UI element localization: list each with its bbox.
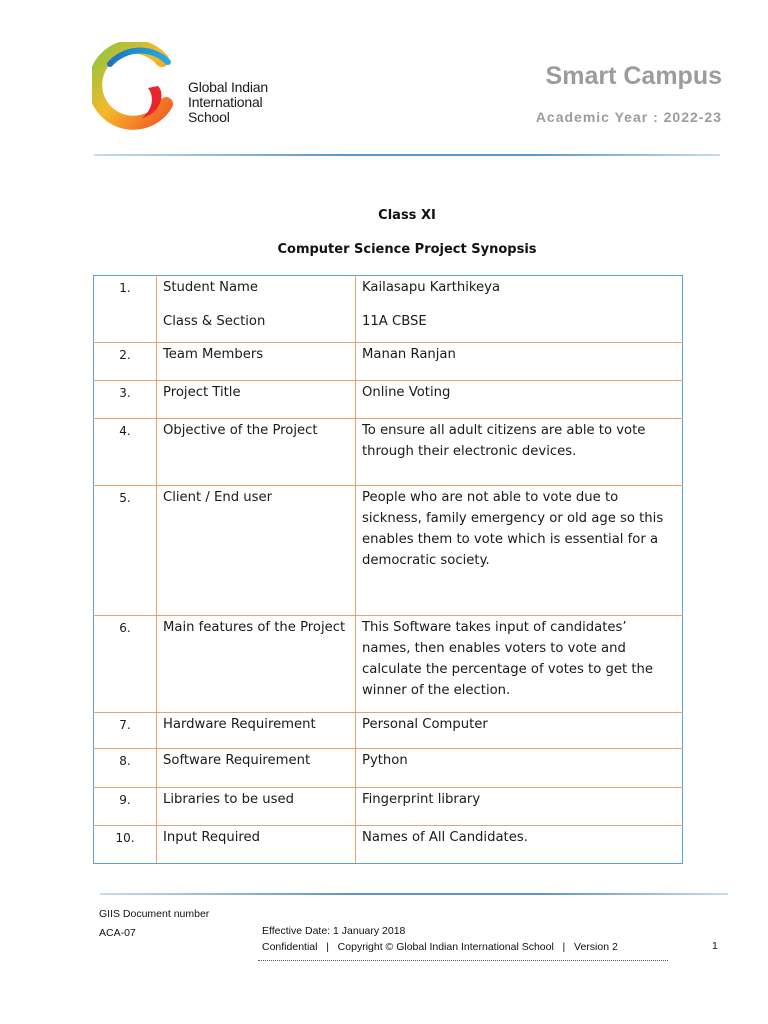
row-value: This Software takes input of candidates’ names, then enables voters to vote and calculate the percentage of votes to get the winner of the election.: [356, 616, 683, 713]
row-label: Hardware Requirement: [157, 713, 356, 749]
row-number: 1.: [94, 276, 157, 343]
spacer: [362, 298, 676, 311]
school-logo: [92, 42, 282, 134]
row-value: People who are not able to vote due to sickness, family emergency or old age so this enables them to vote which is essential for a democratic society.: [356, 486, 683, 616]
row-number: 10.: [94, 826, 157, 864]
row-label: Main features of the Project: [157, 616, 356, 713]
row-value: Names of All Candidates.: [356, 826, 683, 864]
brand-title: Smart Campus: [545, 62, 722, 90]
logo-line-3: School: [188, 109, 230, 125]
doc-number: ACA-07: [99, 927, 136, 939]
table-row: [94, 419, 683, 486]
table-row: [94, 713, 683, 749]
spacer: [163, 298, 349, 311]
row-value: Python: [356, 749, 683, 788]
row-value: Online Voting: [356, 381, 683, 419]
row-label-cell: [157, 276, 356, 343]
row-number: 8.: [94, 749, 157, 788]
table-row: [94, 276, 683, 343]
row-value-cell: [356, 276, 683, 343]
logo-line-1: Global Indian: [188, 79, 268, 95]
page-number: 1: [712, 940, 718, 952]
row-label: Client / End user: [157, 486, 356, 616]
document-title: Computer Science Project Synopsis: [277, 242, 537, 257]
table-row: [94, 788, 683, 826]
row-number: 7.: [94, 713, 157, 749]
row-value: 11A CBSE: [362, 314, 427, 329]
row-value: To ensure all adult citizens are able to vote through their electronic devices.: [356, 419, 683, 486]
doc-number-label: GIIS Document number: [99, 908, 210, 920]
row-label: Input Required: [157, 826, 356, 864]
row-number: 4.: [94, 419, 157, 486]
row-value: Fingerprint library: [356, 788, 683, 826]
row-number: 5.: [94, 486, 157, 616]
row-label: Software Requirement: [157, 749, 356, 788]
row-number: 9.: [94, 788, 157, 826]
row-number: 6.: [94, 616, 157, 713]
row-label: Class & Section: [163, 314, 266, 329]
row-label: Objective of the Project: [157, 419, 356, 486]
school-logo-icon: [92, 42, 182, 132]
row-label: Student Name: [163, 280, 259, 295]
row-number: 3.: [94, 381, 157, 419]
row-label: Team Members: [157, 343, 356, 381]
row-value: Kailasapu Karthikeya: [362, 280, 501, 295]
effective-date: Effective Date: 1 January 2018: [262, 925, 406, 937]
row-label: Project Title: [157, 381, 356, 419]
table-row: [94, 343, 683, 381]
table-row: [94, 486, 683, 616]
synopsis-table: [93, 275, 683, 864]
table-row: [94, 616, 683, 713]
row-label: Libraries to be used: [157, 788, 356, 826]
logo-line-2: International: [188, 94, 263, 110]
academic-year: Academic Year : 2022-23: [535, 109, 722, 125]
header-divider: [94, 154, 720, 156]
footer-divider: [100, 893, 728, 895]
row-value: Personal Computer: [356, 713, 683, 749]
table-row: [94, 749, 683, 788]
table-row: [94, 381, 683, 419]
footer-dotted-line: [258, 960, 668, 961]
confidential-notice: Confidential | Copyright © Global Indian International School | Version 2: [262, 941, 618, 953]
row-number: 2.: [94, 343, 157, 381]
table-row: [94, 826, 683, 864]
school-logo-wordmark: [188, 80, 268, 125]
class-heading: Class XI: [378, 208, 436, 223]
row-value: Manan Ranjan: [356, 343, 683, 381]
